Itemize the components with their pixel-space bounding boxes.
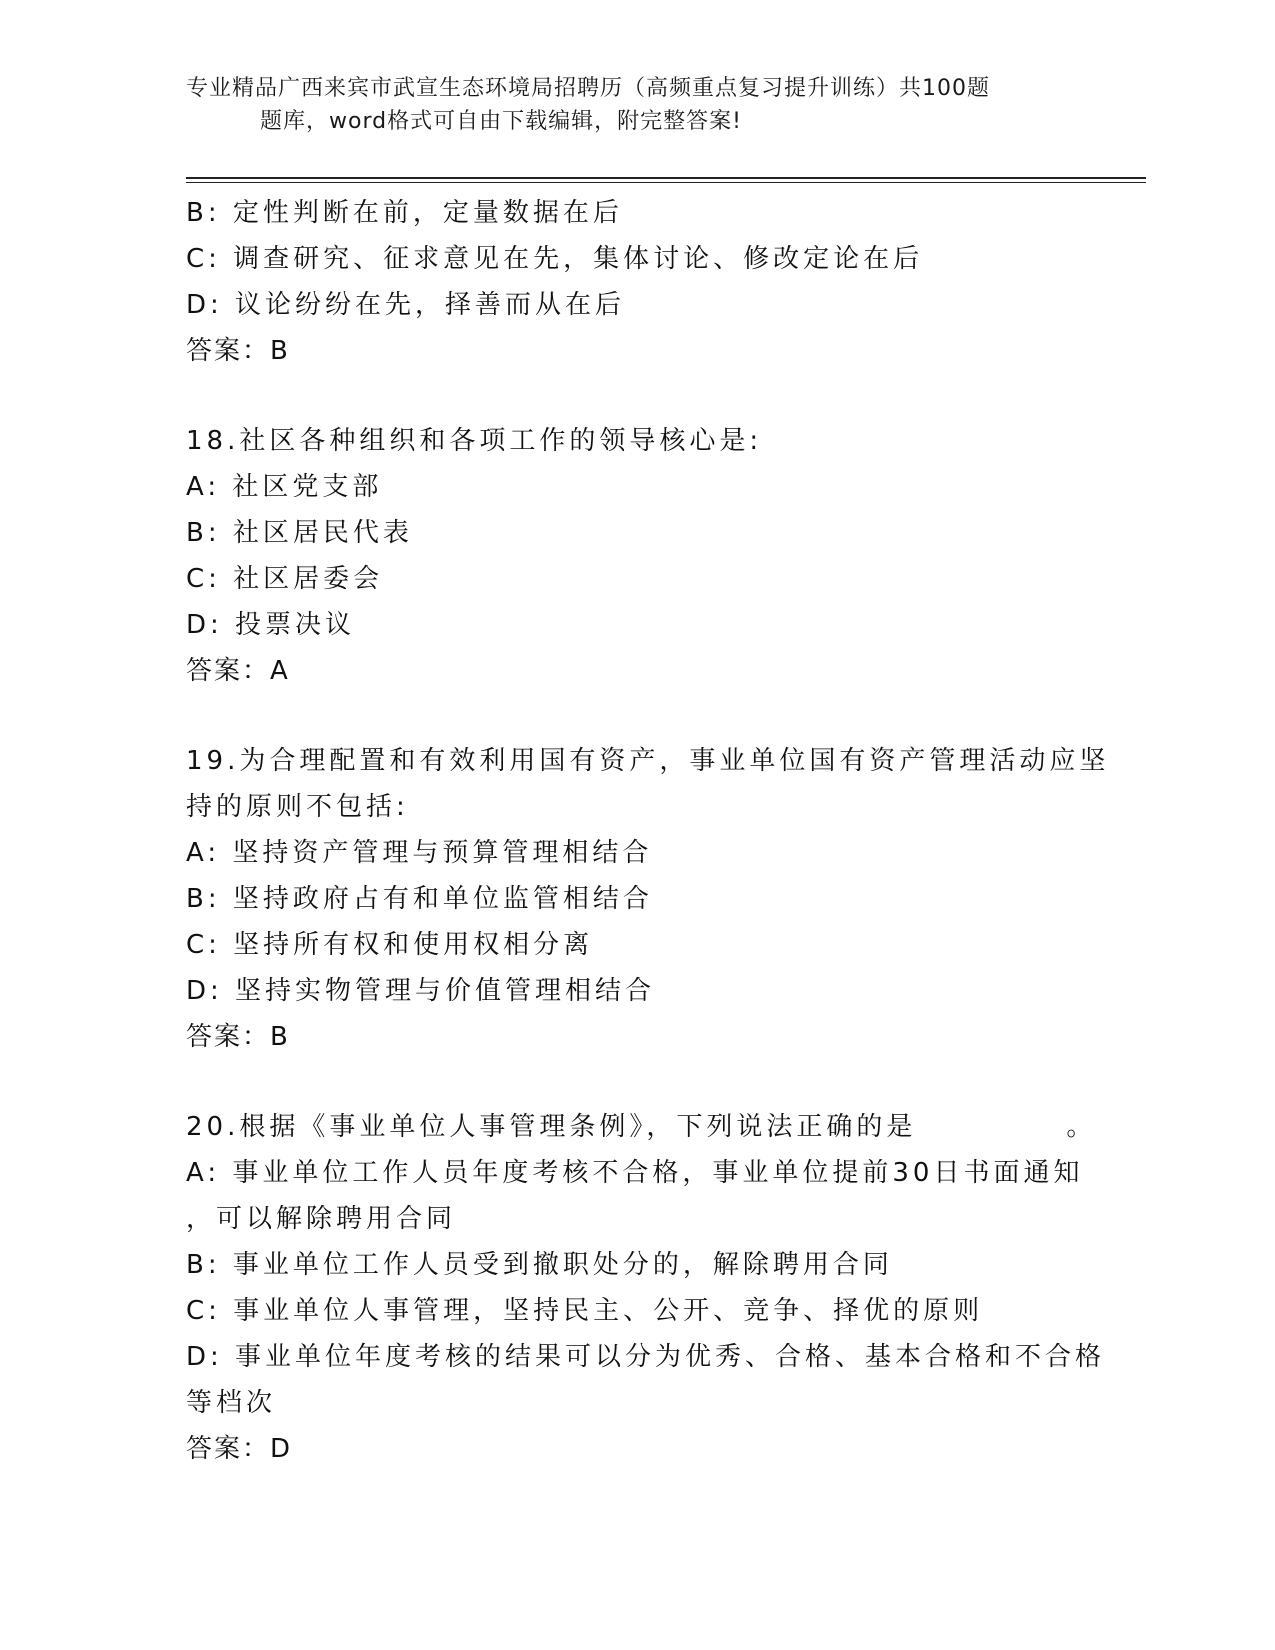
option-d-line1: D: 事业单位年度考核的结果可以分为优秀、合格、基本合格和不合格 (186, 1342, 1106, 1372)
answer: 答案：B (186, 1022, 290, 1052)
option-d: D: 议论纷纷在先，择善而从在后 (186, 290, 626, 320)
option-d: D: 投票决议 (186, 610, 356, 640)
option-d: D: 坚持实物管理与价值管理相结合 (186, 976, 656, 1006)
answer: 答案：D (186, 1434, 293, 1464)
question-stem-end: 。 (1066, 1112, 1097, 1142)
header-title-line2: 题库，word格式可自由下载编辑，附完整答案! (260, 109, 742, 134)
option-a: A: 坚持资产管理与预算管理相结合 (186, 838, 653, 868)
option-b: B: 事业单位工作人员受到撤职处分的，解除聘用合同 (186, 1250, 893, 1280)
option-c: C: 事业单位人事管理，坚持民主、公开、竞争、择优的原则 (186, 1296, 984, 1326)
question-stem (186, 1104, 1097, 1150)
option-a: A: 社区党支部 (186, 472, 383, 502)
option-c: C: 坚持所有权和使用权相分离 (186, 930, 594, 960)
question-18 (186, 418, 1076, 694)
answer: 答案：A (186, 656, 290, 686)
option-a-line2: ，可以解除聘用合同 (186, 1204, 457, 1234)
document-body (186, 190, 1110, 1472)
question-19 (186, 738, 1110, 1060)
question-20 (186, 1104, 1106, 1472)
header-rule-thick (186, 177, 1146, 179)
page-header (186, 72, 1146, 138)
question-stem-line1: 19.为合理配置和有效利用国有资产，事业单位国有资产管理活动应坚 (186, 746, 1110, 776)
header-title-line1: 专业精品广西来宾市武宣生态环境局招聘历（高频重点复习提升训练）共100题 (186, 76, 990, 101)
header-rule-thin (186, 182, 1146, 183)
option-b: B: 定性判断在前，定量数据在后 (186, 198, 623, 228)
option-b: B: 社区居民代表 (186, 518, 413, 548)
question-stem-line2: 持的原则不包括: (186, 792, 409, 822)
option-c: C: 调查研究、征求意见在先，集体讨论、修改定论在后 (186, 244, 924, 274)
question-stem: 18.社区各种组织和各项工作的领导核心是: (186, 426, 763, 456)
option-d-line2: 等档次 (186, 1388, 277, 1418)
question-stem-text: 20.根据《事业单位人事管理条例》，下列说法正确的是 (186, 1112, 917, 1142)
question-17-continued (186, 190, 1076, 374)
option-b: B: 坚持政府占有和单位监管相结合 (186, 884, 653, 914)
option-a-line1: A: 事业单位工作人员年度考核不合格，事业单位提前30日书面通知 (186, 1158, 1084, 1188)
option-c: C: 社区居委会 (186, 564, 384, 594)
answer: 答案：B (186, 336, 290, 366)
